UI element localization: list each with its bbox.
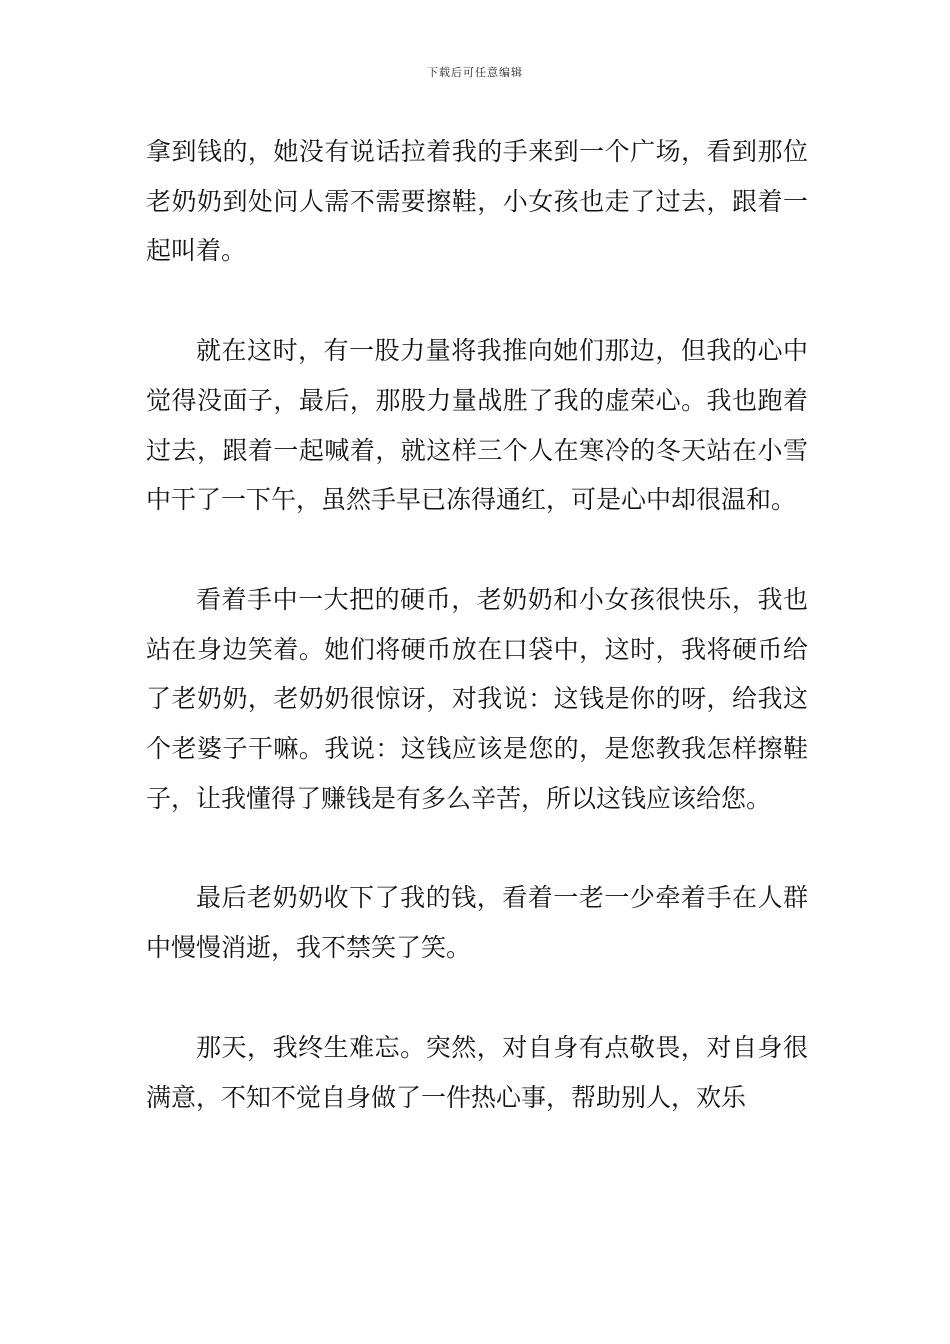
paragraph-gap bbox=[146, 525, 808, 575]
paragraph-gap bbox=[146, 823, 808, 873]
page-header: 下载后可任意编辑 bbox=[427, 66, 523, 79]
paragraph-3: 看着手中一大把的硬币，老奶奶和小女孩很快乐，我也站在身边笑着。她们将硬币放在口袋中，这时，我将硬币给了老奶奶，老奶奶很惊讶，对我说：这钱是你的呀，给我这个老婆子干嘛。我说：这钱应该是您的，是您教我怎样擦鞋子，让我懂得了赚钱是有多么辛苦，所以这钱应该给您。 bbox=[146, 584, 808, 813]
document-body bbox=[146, 127, 808, 1122]
paragraph-2: 就在这时，有一股力量将我推向她们那边，但我的心中觉得没面子，最后，那股力量战胜了我的虚荣心。我也跑着过去，跟着一起喊着，就这样三个人在寒冷的冬天站在小雪中干了一下午，虽然手早已冻得通红，可是心中却很温和。 bbox=[146, 336, 808, 515]
paragraph-5: 那天，我终生难忘。突然，对自身有点敬畏，对自身很满意，不知不觉自身做了一件热心事，帮助别人，欢乐 bbox=[146, 1032, 808, 1112]
paragraph-gap bbox=[146, 276, 808, 326]
paragraph-gap bbox=[146, 973, 808, 1023]
paragraph-1: 拿到钱的，她没有说话拉着我的手来到一个广场，看到那位老奶奶到处问人需不需要擦鞋，小女孩也走了过去，跟着一起叫着。 bbox=[146, 137, 808, 266]
paragraph-4: 最后老奶奶收下了我的钱，看着一老一少牵着手在人群中慢慢消逝，我不禁笑了笑。 bbox=[146, 883, 808, 963]
